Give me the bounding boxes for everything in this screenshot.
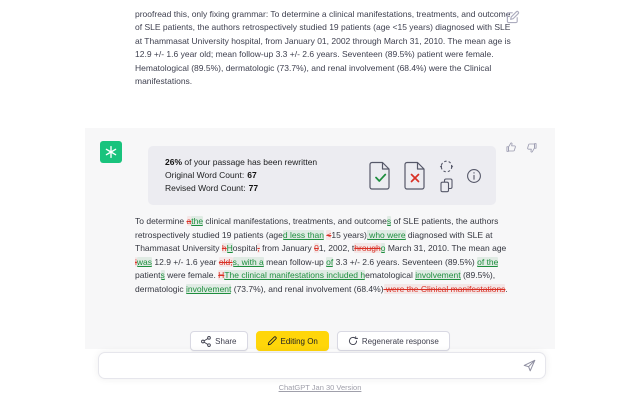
diff-text: from January xyxy=(259,243,315,253)
refresh-icon xyxy=(348,336,358,346)
rewrite-stats-card xyxy=(148,146,496,205)
share-button-label: Share xyxy=(215,336,237,346)
diff-deletion: , xyxy=(257,243,260,253)
share-nodes-icon xyxy=(201,336,211,347)
diff-deletion: hrough xyxy=(354,243,381,253)
revised-word-count-line: Revised Word Count: 77 xyxy=(165,183,259,193)
rewrite-stats-icons xyxy=(369,159,482,193)
diff-text: mean follow-up xyxy=(263,256,327,267)
diff-deletion: i xyxy=(135,256,137,267)
diff-deletion: old; xyxy=(218,256,233,267)
diff-text: clinical manifestations, treatments, and outcome xyxy=(203,216,387,226)
diff-text: (73.7%), and renal involvement (68.4%) xyxy=(231,283,384,294)
diff-text: 1, 2002, t xyxy=(318,243,355,253)
accept-all-button[interactable] xyxy=(369,161,392,191)
diff-text: 3.3 +/- 2.6 years. Seventeen (89.5%) xyxy=(333,256,478,267)
edit-message-button[interactable] xyxy=(506,10,520,24)
diff-text: were female. xyxy=(164,270,219,280)
document-accept-icon xyxy=(369,161,392,191)
info-icon xyxy=(466,168,482,184)
info-button[interactable] xyxy=(466,168,482,184)
actions-row xyxy=(0,331,640,351)
copy-icon xyxy=(440,178,453,193)
thumbs-up-icon xyxy=(506,142,517,153)
send-button[interactable] xyxy=(522,359,536,373)
diff-insertion: the xyxy=(191,216,204,226)
feedback-buttons xyxy=(506,141,537,152)
version-link[interactable]: ChatGPT Jan 30 Version xyxy=(278,383,362,392)
diff-insertion: of xyxy=(326,256,334,267)
thumbs-up-button[interactable] xyxy=(506,141,517,152)
assistant-message xyxy=(85,128,555,349)
message-composer xyxy=(98,352,546,379)
diff-insertion: The clinical manifestations included h xyxy=(224,270,366,280)
share-button[interactable] xyxy=(190,331,247,351)
diff-text: To determine xyxy=(135,216,187,226)
diff-insertion: s xyxy=(386,216,392,226)
openai-logo-icon xyxy=(103,144,119,160)
message-input[interactable] xyxy=(107,357,511,378)
original-word-count: 67 xyxy=(247,170,257,180)
diff-deletion: a xyxy=(186,216,192,226)
diff-deletion: h xyxy=(221,243,227,253)
diff-text: (89.5%), dermatologic xyxy=(135,270,496,294)
diff-insertion: s, with a xyxy=(232,256,264,267)
paper-plane-icon xyxy=(523,359,536,372)
diff-deletion: < xyxy=(326,229,332,240)
rewritten-percentage-line: 26% of your passage has been rewritten xyxy=(165,157,318,167)
diff-text: ospital xyxy=(232,243,258,253)
diff-insertion: involvement xyxy=(186,283,232,294)
copy-button[interactable] xyxy=(440,178,453,193)
document-reject-icon xyxy=(404,161,427,191)
diff-insertion: of the xyxy=(477,256,499,267)
revised-word-count: 77 xyxy=(248,183,259,193)
diff-deletion: 0 xyxy=(314,243,319,253)
pencil-icon xyxy=(267,336,277,346)
rewritten-percentage: 26% xyxy=(165,157,183,167)
expand-icon xyxy=(439,159,454,174)
editing-on-button[interactable] xyxy=(256,331,329,351)
diff-insertion: d less than xyxy=(282,229,325,240)
footer xyxy=(0,383,640,392)
diff-text: March 31, 2010. The mean age xyxy=(385,243,507,253)
diff-text: of SLE patients, the authors retrospectively studied 19 patients (age xyxy=(135,216,499,240)
diff-text: diagnosed with SLE at Thammasat University xyxy=(135,229,493,253)
expand-copy-column xyxy=(439,159,454,193)
diff-text: . xyxy=(505,283,508,294)
diff-insertion: involvement xyxy=(415,270,461,280)
diff-insertion: H xyxy=(226,243,233,253)
original-word-count-line: Original Word Count: 67 xyxy=(165,170,257,180)
diff-text: 15 years) xyxy=(331,229,367,240)
diff-text: 12.9 +/- 1.6 year xyxy=(152,256,219,267)
diff-deletion: H xyxy=(218,270,225,280)
expand-button[interactable] xyxy=(439,159,454,174)
chatgpt-avatar xyxy=(100,141,122,163)
diff-deletion: were the Clinical manifestations xyxy=(383,283,506,294)
rewrite-stats-text xyxy=(165,156,369,195)
thumbs-down-icon xyxy=(526,142,537,153)
diff-insertion: who were xyxy=(366,229,406,240)
diff-text: ematological xyxy=(365,270,416,280)
diff-insertion: s xyxy=(160,270,165,280)
diff-text: patient xyxy=(135,270,161,280)
regenerate-response-button[interactable] xyxy=(337,331,450,351)
diff-insertion: o xyxy=(380,243,386,253)
pencil-square-icon xyxy=(506,10,520,24)
user-message-text: proofread this, only fixing grammar: To determine a clinical manifestations, treatments, and outcome of SLE patients, the authors retrospectively studied 19 patients (age <15 years) diagnosed with SLE at Thammasat University hospital, from January 01, 2002 through March 31, 2010. The mean age is 12.9 +/- 1.6 year old; mean follow-up 3.3 +/- 2.6 years. Seventeen (89.5%) patient were female. Hematological (89.5%), dermatologic (73.7%), and renal involvement (68.4%) were the Clinical manifestations. xyxy=(135,9,511,87)
regenerate-response-button-label: Regenerate response xyxy=(361,336,439,346)
thumbs-down-button[interactable] xyxy=(526,141,537,152)
reject-all-button[interactable] xyxy=(404,161,427,191)
diff-insertion: was xyxy=(136,256,153,267)
revised-text-paragraph xyxy=(135,215,519,296)
editing-on-button-label: Editing On xyxy=(280,336,318,346)
